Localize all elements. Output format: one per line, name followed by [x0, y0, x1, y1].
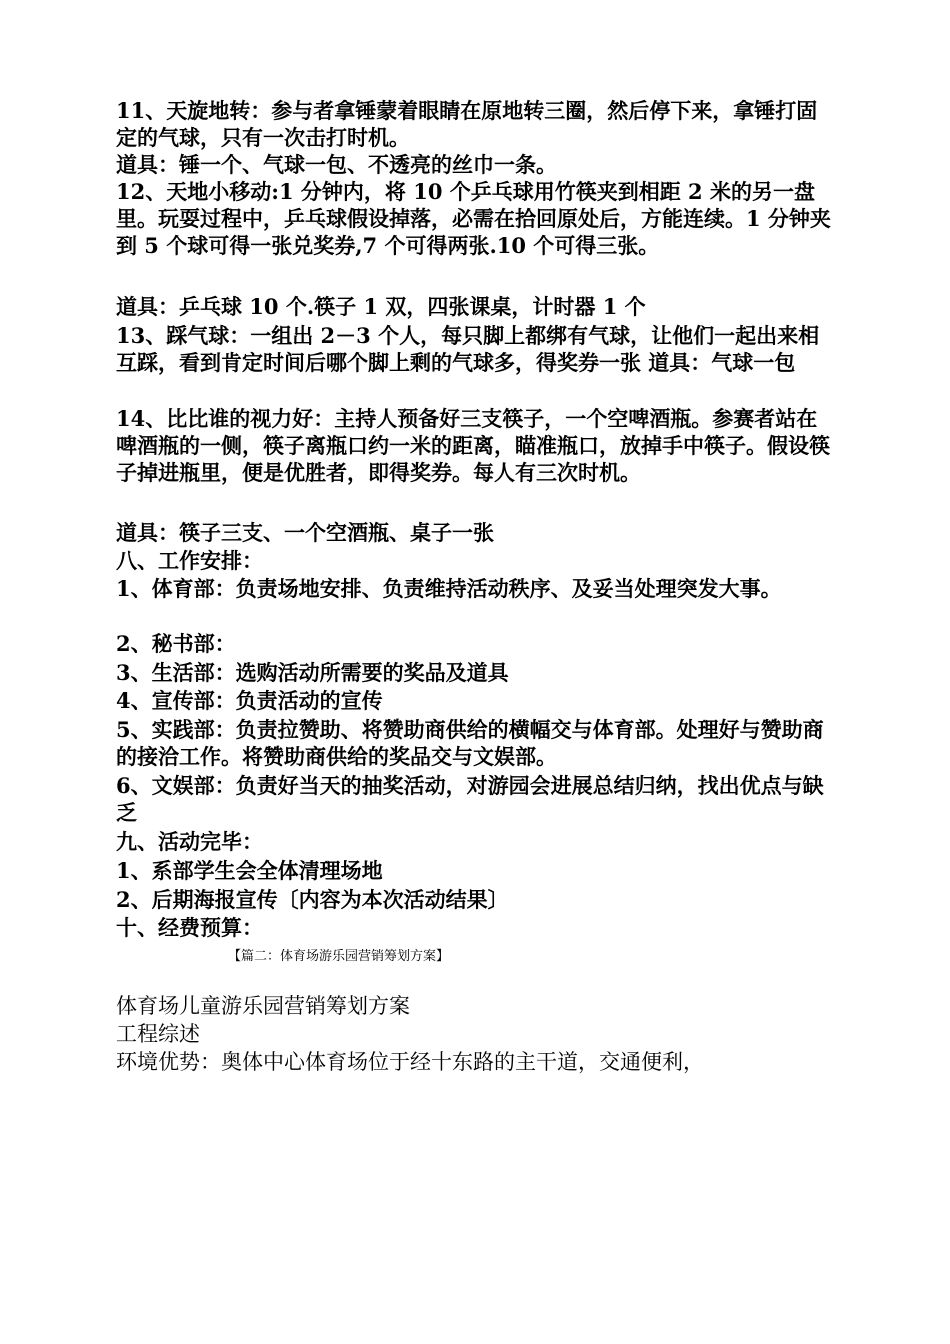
paragraph-sports-dept: 1、体育部：负责场地安排、负责维持活动秩序、及妥当处理突发大事。	[116, 576, 782, 601]
paragraph-life-dept: 3、生活部：选购活动所需要的奖品及道具	[116, 660, 509, 685]
paragraph-game-12: 12、天地小移动:1 分钟内，将 10 个乒乓球用竹筷夹到相距 2 米的另一盘里。玩耍过程中，乒乓球假设掉落，必需在拾回原处后，方能连续。1 分钟夹到 5 个球可得一张兑奖券,7 个可得两张.10 个可得三张。	[116, 179, 831, 258]
paragraph-props-11: 道具：锤一个、气球一包、不透亮的丝巾一条。	[116, 152, 557, 177]
part-two-environment-advantage: 环境优势：奥体中心体育场位于经十东路的主干道，交通便利，	[116, 1050, 704, 1074]
section-heading-activity-end: 九、活动完毕：	[116, 829, 263, 854]
paragraph-game-13: 13、踩气球：一组出 2－3 个人，每只脚上都绑有气球，让他们一起出来相互踩，看到肯定时间后哪个脚上剩的气球多，得奖券一张 道具：气球一包	[116, 323, 820, 375]
part-two-title: 体育场儿童游乐园营销筹划方案	[116, 994, 410, 1018]
paragraph-cleanup: 1、系部学生会全体清理场地	[116, 858, 383, 883]
section-heading-work-arrangement: 八、工作安排：	[116, 548, 263, 573]
section-heading-budget: 十、经费预算：	[116, 915, 263, 940]
paragraph-secretary-dept: 2、秘书部：	[116, 631, 236, 656]
paragraph-props-14: 道具：筷子三支、一个空酒瓶、桌子一张	[116, 520, 494, 545]
paragraph-game-14: 14、比比谁的视力好：主持人预备好三支筷子，一个空啤酒瓶。参赛者站在啤酒瓶的一侧，筷子离瓶口约一米的距离，瞄准瓶口，放掉手中筷子。假设筷子掉进瓶里，便是优胜者，即得奖券。每人有三次时机。	[116, 406, 830, 485]
paragraph-props-12: 道具：乒乓球 10 个.筷子 1 双，四张课桌，计时器 1 个	[116, 294, 646, 319]
paragraph-poster: 2、后期海报宣传〔内容为本次活动结果〕	[116, 887, 509, 912]
paragraph-entertainment-dept: 6、文娱部：负责好当天的抽奖活动，对游园会进展总结归纳，找出优点与缺乏	[116, 773, 824, 825]
part-two-caption: 【篇二：体育场游乐园营销筹划方案】	[228, 949, 450, 964]
part-two-project-overview: 工程综述	[116, 1022, 200, 1046]
paragraph-game-11: 11、天旋地转：参与者拿锤蒙着眼睛在原地转三圈，然后停下来，拿锤打固定的气球，只有一次击打时机。	[116, 98, 818, 150]
paragraph-practice-dept: 5、实践部：负责拉赞助、将赞助商供给的横幅交与体育部。处理好与赞助商的接洽工作。将赞助商供给的奖品交与文娱部。	[116, 717, 824, 769]
paragraph-publicity-dept: 4、宣传部：负责活动的宣传	[116, 688, 383, 713]
